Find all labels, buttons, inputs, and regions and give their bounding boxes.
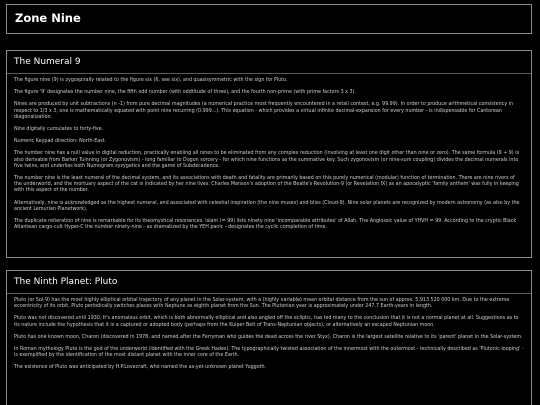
section-body [7, 74, 531, 231]
paragraph: The existence of Pluto was anticipated by H.P.Lovecraft, who named the as-yet-unknown planet Yuggoth. [14, 365, 267, 371]
paragraph: Nines are produced by unit subtractions (n -1) from pure decimal magnitudes (a numerical practice most frequently encountered in a retail context, e.g. 99.99). In order to produce arithmetical consistency in respect to 1/3 x 3, one is mathematically equated with point nine recurring (0.999...). This equation - which provides a virtual infinite decimal-expansion for every number - is indispensable for Cantorean diagonalization. [14, 102, 513, 120]
title-bar [6, 4, 532, 34]
paragraph: The figure nine (9) is zygospirally related to the figure six (6, see six), and quasisymmetric with the sign for Pluto. [14, 78, 288, 83]
paragraph: The figure '9' designates the number nine, the fifth odd number (with oddtitude of three), and the fourth non-prime (with prime factors 3 x 3). [14, 90, 356, 96]
section-heading: The Ninth Planet: Pluto [7, 271, 531, 294]
paragraph: Alternatively, nine is acknowledged as the highest numeral, and associated with celestial inspiration (the nine muses) and bliss (Cloud-9). Nine solar planets are recognized by modern astronomy (as also by the ancient Lemurian Planetwork). [14, 200, 520, 212]
paragraph: Pluto was not discovered until 1930. It's anomalous orbit, which is both abnormally elliptical and also angled off the ecliptic, has led many to the conclusion that it is not a normal planet at all. Suggestions as to its nature include the hypothesis that it is a captured or adopted body (perhaps from the Kuiper Belt of Trans-Neptunian objects), or alternatively an escaped Neptunian moon. [14, 316, 519, 328]
paragraph: Nine digitally cumulates to forty-five. [14, 127, 104, 133]
paragraph: In Roman mythology Pluto is the god of the underworld (identified with the Greek Hades). The typographically twisted association of the innermost with the outermost - technically described as 'Plutonic-looping' - is exemplified by the identification of the most distant planet with the inner core of the Earth. [14, 347, 524, 359]
paragraph: The duplicate reiteration of nine is remarkable for its theomystical resonances. Islam (= 99) lists ninety nine 'incomparable attributes' of Allah. The Anglossic value of YHVH = 99. According to the cryptic Black Atlantean cargo-cult Hyper-C the number ninety-nine - as dramatized by the YEH panic - designates the cyclic completion of time. [14, 219, 517, 231]
paragraph: The number nine is the least numeral of the decimal system, and its associations with death and fatality are primarily based on this purely numerical (modular) function of termination. There are nine rivers of the underworld, and the mortuary aspect of the cat is indicated by her nine lives. Charles Manson's adoption of the Beatle's Revolution-9 (or Revelation IX) as an apocalyptic 'family anthem' was fully in keeping with this aspect of the number. [14, 176, 519, 194]
paragraph: Pluto has one known moon, Charon (discovered in 1978, and named after the Ferryman who guides the dead across the river Styx). Charon is the largest satellite relative to its 'parent' planet in the Solar-system. [14, 334, 523, 340]
section-ninth-planet [6, 270, 532, 405]
paragraph: The number nine has a null value in digital reduction, practically enabling all nines to be eliminated from any complex reduction (involving at least one digit other than nine or zero). The same formula (9 + 9) is also derivable from Barker Tuinning (or Zygonovism) - long familiar to Dogon sorcery - for which nine functions as the summative key. Such zygonovism (or nine-sum coupling) divides the decimal numerals into five twins, and underlies both Numogram syzygetics and the game of Subdecadence. [14, 151, 520, 169]
section-numeral-nine [6, 50, 532, 258]
section-body [7, 294, 531, 372]
paragraph: Numeric Keypad direction: North-East. [14, 139, 107, 145]
page-title: Zone Nine [15, 11, 81, 25]
paragraph: Pluto (or Sol-9) has the most highly elliptical orbital trajectory of any planet in the Solar-system, with a (highly variable) mean orbital distance from the sun of approx. 5,913 520 000 km. Due to the extreme eccentricity of its orbit, Pluto periodically switches places with Neptune as eighth planet from the Sun. The Plutonian year is approximately under 247.7 Earth-years in length. [14, 298, 510, 310]
section-heading: The Numeral 9 [7, 51, 531, 74]
